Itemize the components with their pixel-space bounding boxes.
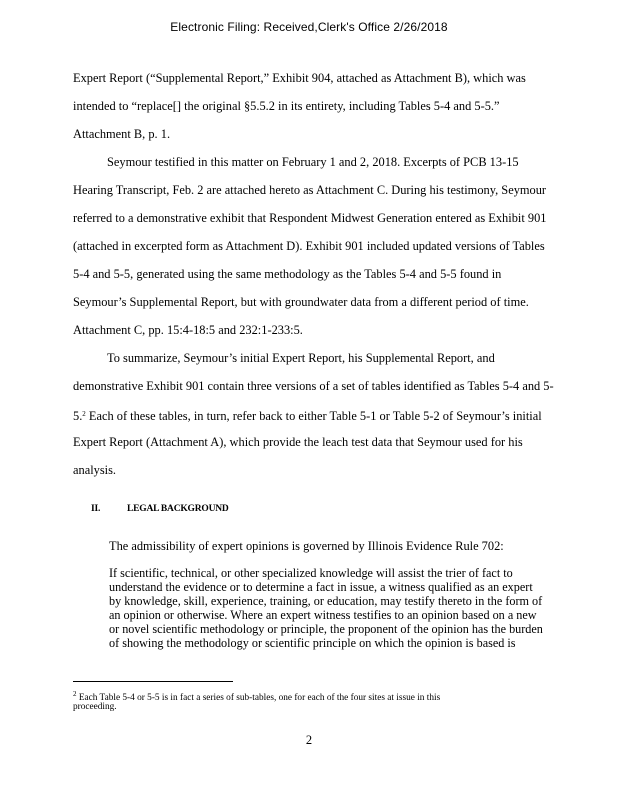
paragraph1-line2: intended to “replace[] the original §5.5.2 in its entirety, including Tables 5-4 and 5-5.”	[73, 99, 500, 113]
quote-line1: If scientific, technical, or other specialized knowledge will assist the trier of fact to	[109, 566, 513, 580]
page-number: 2	[305, 733, 313, 747]
paragraph3-line2: demonstrative Exhibit 901 contain three versions of a set of tables identified as Tables 5-4 and 5-	[73, 379, 554, 393]
footnote-line2: proceeding.	[73, 702, 117, 712]
section-number: II.	[91, 504, 101, 514]
paragraph2-line5: 5-4 and 5-5, generated using the same methodology as the Tables 5-4 and 5-5 found in	[73, 267, 502, 281]
paragraph2-line7: Attachment C, pp. 15:4-18:5 and 232:1-233:5.	[73, 323, 303, 337]
quote-line3: by knowledge, skill, experience, training, or education, may testify thereto in the form of	[109, 594, 543, 608]
paragraph3-line1: To summarize, Seymour’s initial Expert Report, his Supplemental Report, and	[107, 351, 495, 365]
quote-line5: or novel scientific methodology or principle, the proponent of the opinion has the burden	[109, 622, 543, 636]
quote-line2: understand the evidence or to determine a fact in issue, a witness qualified as an expert	[109, 580, 533, 594]
paragraph3-line5: analysis.	[73, 463, 117, 477]
paragraph3-line3-rest: Each of these tables, in turn, refer back to either Table 5-1 or Table 5-2 of Seymour’s initial	[85, 409, 542, 423]
paragraph2-line1: Seymour testified in this matter on February 1 and 2, 2018. Excerpts of PCB 13-15	[107, 155, 519, 169]
paragraph3-line3	[73, 406, 542, 424]
paragraph2-line6: Seymour’s Supplemental Report, but with groundwater data from a different period of time.	[73, 295, 529, 309]
quote-line6: of showing the methodology or scientific principle on which the opinion is based is	[109, 636, 516, 650]
paragraph2-line2: Hearing Transcript, Feb. 2 are attached hereto as Attachment C. During his testimony, Seymour	[73, 183, 547, 197]
footnote-divider	[73, 681, 233, 682]
rule-intro: The admissibility of expert opinions is governed by Illinois Evidence Rule 702:	[109, 539, 504, 553]
paragraph2-line4: (attached in excerpted form as Attachment D). Exhibit 901 included updated versions of Tables	[73, 239, 545, 253]
footnote-marker: 2	[73, 690, 77, 698]
quote-line4: an opinion or otherwise. Where an expert witness testifies to an opinion based on a new	[109, 608, 537, 622]
footnote-line1	[73, 688, 440, 704]
section-title: LEGAL BACKGROUND	[127, 504, 229, 514]
paragraph3-line3-start: 5.	[73, 409, 83, 423]
filing-header: Electronic Filing: Received,Clerk's Office 2/26/2018	[170, 20, 448, 34]
paragraph2-line3: referred to a demonstrative exhibit that Respondent Midwest Generation entered as Exhibit 901	[73, 211, 547, 225]
paragraph3-line4: Expert Report (Attachment A), which provide the leach test data that Seymour used for his	[73, 435, 523, 449]
paragraph1-line3: Attachment B, p. 1.	[73, 127, 171, 141]
footnote-reference: 2	[82, 410, 86, 418]
section-heading	[91, 504, 229, 514]
footnote-text: Each Table 5-4 or 5-5 is in fact a series of sub-tables, one for each of the four sites at issue in this	[76, 693, 441, 703]
paragraph1-line1: Expert Report (“Supplemental Report,” Exhibit 904, attached as Attachment B), which was	[73, 71, 526, 85]
